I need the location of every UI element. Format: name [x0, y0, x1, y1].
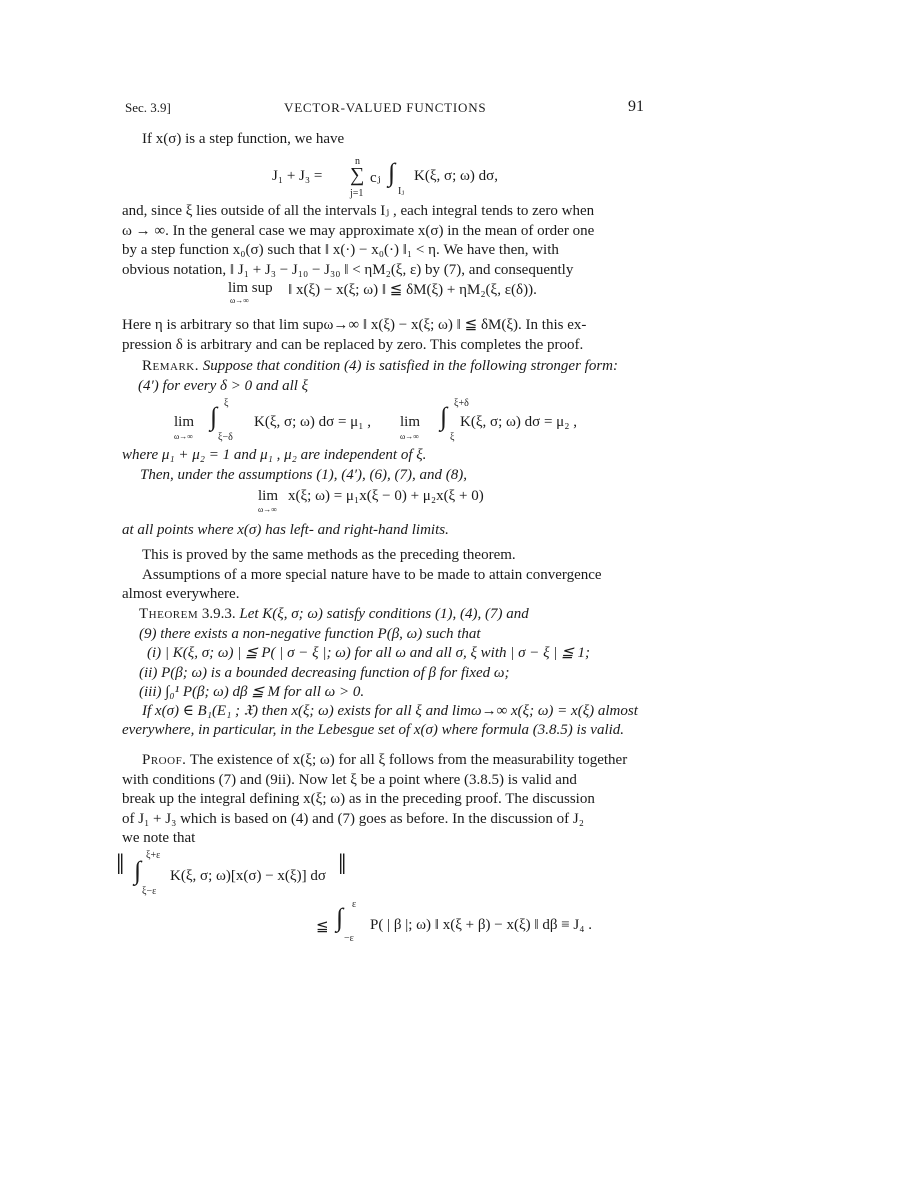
sigma-symbol: ∑ — [350, 164, 365, 186]
remark-condition: (4′) for every δ > 0 and all ξ — [138, 377, 309, 394]
text-line: by a step function x₀(σ) such that ‖ x(·) − x₀(·) ‖₁ < η. We have then, with — [122, 242, 559, 258]
eq1-coefficient: cⱼ — [370, 170, 381, 186]
theorem-condition-9: (9) there exists a non-negative function P(β, ω) such that — [139, 625, 481, 642]
eq1-sum-lower: j=1 — [350, 188, 364, 199]
integral-symbol: ∫ — [440, 402, 448, 431]
text-line: This is proved by the same methods as the preceding theorem. — [142, 547, 516, 563]
eq5-lower-limit: ξ−ε — [142, 886, 157, 897]
text-line: break up the integral defining x(ξ; ω) as in the preceding proof. The discussion — [122, 791, 595, 807]
text-line: almost everywhere. — [122, 586, 240, 602]
text-line: Assumptions of a more special nature have to be made to attain convergence — [142, 566, 602, 583]
theorem-hypothesis: Let K(ξ, σ; ω) satisfy conditions (1), (4), (7) and — [239, 606, 529, 622]
text-line: obvious notation, ‖ J₁ + J₃ − J₁₀ − J₃₀ ‖ < ηM₂(ξ, ε) by (7), and consequently — [122, 261, 574, 278]
text-line: with conditions (7) and (9ii). Now let ξ be a point where (3.8.5) is valid and — [122, 771, 577, 788]
int1-upper-limit: ξ — [224, 398, 229, 409]
theorem-item-ii: (ii) P(β; ω) is a bounded decreasing function of β for fixed ω; — [139, 664, 510, 681]
theorem-conclusion-line: everywhere, in particular, in the Lebesgue set of x(σ) where formula (3.8.5) is valid. — [122, 722, 625, 738]
paragraph-approximation — [122, 202, 646, 280]
theorem-conclusion — [142, 702, 646, 722]
lim-subscript: ω→∞ — [174, 432, 193, 441]
equation-step-sum — [272, 154, 532, 202]
equation-J4-bound — [316, 897, 646, 947]
text-line: of J₁ + J₃ which is based on (4) and (7) goes as before. In the discussion of J₂ — [122, 810, 584, 827]
mu-condition: where μ₁ + μ₂ = 1 and μ₁ , μ₂ are independent of ξ. — [122, 447, 427, 463]
theorem-conclusion-2 — [122, 721, 646, 741]
assumptions-line: Then, under the assumptions (1), (4′), (6), (7), and (8), — [140, 466, 467, 483]
text-line: Here η is arbitrary so that lim supω→∞ ‖ x(ξ) − x(ξ; ω) ‖ ≦ δM(ξ). In this ex- — [122, 317, 587, 333]
lim-operator: lim — [258, 488, 279, 504]
eq1-lhs: J₁ + J₃ = — [272, 168, 323, 184]
remark-label: Remark. — [142, 358, 199, 374]
eq1-integral-domain: Iⱼ — [398, 186, 404, 197]
text-line: pression δ is arbitrary and can be replaced by zero. This completes the proof. — [122, 336, 584, 353]
equation-norm-integral — [116, 846, 356, 902]
theorem-block — [139, 605, 654, 703]
int2-upper-limit: ξ+δ — [454, 398, 469, 409]
limsup-subscript: ω→∞ — [230, 296, 249, 305]
paragraph-intro: If x(σ) is a step function, we have — [142, 131, 345, 147]
limits-condition: at all points where x(σ) has left- and right-hand limits. — [122, 522, 449, 538]
theorem-conclusion-line: If x(σ) ∈ B₁(E₁ ; 𝔛) then x(ξ; ω) exists for all ξ and limω→∞ x(ξ; ω) = x(ξ) almost — [142, 703, 638, 719]
section-ref: Sec. 3.9] — [125, 100, 171, 115]
integral-symbol: ∫ — [336, 903, 344, 932]
norm-bar-left: ‖ — [116, 848, 123, 881]
integral-symbol: ∫ — [388, 158, 396, 187]
page-number: 91 — [628, 98, 644, 115]
lim-subscript: ω→∞ — [400, 432, 419, 441]
theorem-label: Theorem — [139, 606, 199, 622]
theorem-number: 3.9.3. — [201, 606, 236, 622]
text-line: we note that — [122, 830, 196, 846]
text-line: and, since ξ lies outside of all the intervals Iⱼ , each integral tends to zero when — [122, 203, 595, 219]
integral-symbol: ∫ — [210, 402, 218, 431]
limsup-expression: ‖ x(ξ) − x(ξ; ω) ‖ ≦ δM(ξ) + ηM₂(ξ, ε(δ)). — [288, 282, 537, 298]
int1-body: K(ξ, σ; ω) dσ = μ₁ , — [254, 414, 371, 430]
equation-limits-mu — [174, 396, 614, 452]
eq6-integrand: P( | β |; ω) ‖ x(ξ + β) − x(ξ) ‖ dβ ≡ J₄ . — [370, 917, 592, 933]
eq1-sum-upper: n — [355, 156, 360, 167]
running-title: VECTOR-VALUED FUNCTIONS — [284, 100, 487, 115]
integral-symbol: ∫ — [134, 856, 142, 885]
eq5-upper-limit: ξ+ε — [146, 850, 161, 861]
int1-lower-limit: ξ−δ — [218, 432, 233, 443]
eq6-upper-limit: ε — [352, 899, 357, 910]
proof-block — [122, 751, 646, 849]
text-line: ω → ∞. In the general case we may approximate x(σ) in the mean of order one — [122, 222, 595, 239]
eq1-integrand: K(ξ, σ; ω) dσ, — [414, 168, 498, 184]
int2-lower-limit: ξ — [450, 432, 455, 443]
equation-limit-mean — [258, 488, 558, 522]
remark-statement: Suppose that condition (4) is satisfied in the following stronger form: — [202, 358, 619, 374]
theorem-item-iii: (iii) ∫₀¹ P(β; ω) dβ ≦ M for all ω > 0. — [139, 684, 365, 700]
text-line: The existence of x(ξ; ω) for all ξ follows from the measurability together — [189, 752, 628, 768]
lim-operator: lim — [400, 414, 421, 430]
eq6-relation: ≦ — [316, 919, 329, 935]
lim-operator: lim — [174, 414, 195, 430]
limsup-operator: lim sup — [228, 280, 273, 296]
remark-tail — [122, 446, 646, 485]
eq5-integrand: K(ξ, σ; ω)[x(σ) − x(ξ)] dσ — [170, 868, 326, 884]
norm-bar-right: ‖ — [338, 848, 345, 881]
equation-limsup-bound — [228, 280, 648, 314]
limit-expression: x(ξ; ω) = μ₁x(ξ − 0) + μ₂x(ξ + 0) — [288, 488, 484, 504]
remark-block — [138, 357, 652, 396]
paragraph-conclusion — [122, 316, 646, 355]
lim-subscript: ω→∞ — [258, 505, 277, 514]
eq6-lower-limit: −ε — [344, 933, 354, 944]
theorem-item-i: (i) | K(ξ, σ; ω) | ≦ P( | σ − ξ |; ω) for all ω and all σ, ξ with | σ − ξ | ≦ 1; — [147, 645, 590, 661]
int2-body: K(ξ, σ; ω) dσ = μ₂ , — [460, 414, 577, 430]
paragraph-methods — [122, 546, 646, 605]
proof-label: Proof. — [142, 752, 187, 768]
